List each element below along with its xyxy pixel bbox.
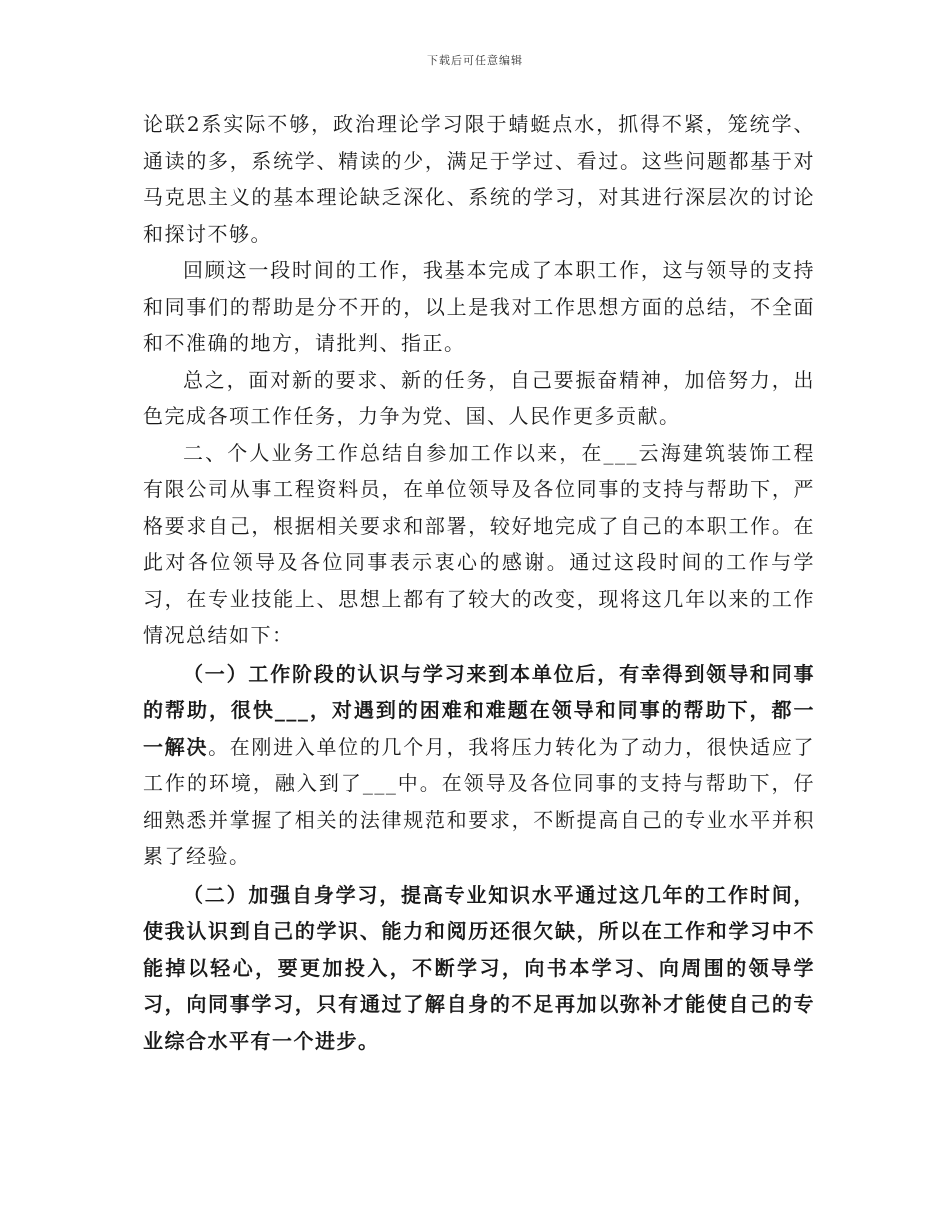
section-one-heading: （一）工作阶段的认识与学习来到本单位后，有幸得到领导和同事的帮助，很快___，对遇到的困难和难题在领导和同事的帮助下，都一一解决 — [143, 661, 815, 759]
paragraph-review: 回顾这一段时间的工作，我基本完成了本职工作，这与领导的支持和同事们的帮助是分不开的，以上是我对工作思想方面的总结，不全面和不准确的地方，请批判、指正。 — [143, 258, 815, 355]
paragraph-section-two: （二）加强自身学习，提高专业知识水平通过这几年的工作时间，使我认识到自己的学识、能力和阅历还很欠缺，所以在工作和学习中不能掉以轻心，要更加投入，不断学习，向书本学习、向周围的领导学习，向同事学习，只有通过了解自身的不足再加以弥补才能使自己的专业综合水平有一个进步。 — [143, 882, 815, 1053]
paragraph-theory-study: 论联2系实际不够，政治理论学习限于蜻蜓点水，抓得不紧，笼统学、通读的多，系统学、精读的少，满足于学过、看过。这些问题都基于对马克思主义的基本理论缺乏深化、系统的学习，对其进行深层次的讨论和探讨不够。 — [143, 112, 815, 246]
page-header: 下载后可任意编辑 — [427, 54, 523, 67]
paragraph-section-one — [143, 656, 815, 875]
paragraph-conclusion: 总之，面对新的要求、新的任务，自己要振奋精神，加倍努力，出色完成各项工作任务，力争为党、国、人民作更多贡献。 — [143, 367, 815, 428]
document-body — [143, 106, 815, 1059]
section-one-text: 。在刚进入单位的几个月，我将压力转化为了动力，很快适应了工作的环境，融入到了___中。在领导及各位同事的支持与帮助下，仔细熟悉并掌握了相关的法律规范和要求，不断提高自己的专业水平并积累了经验。 — [143, 734, 816, 868]
paragraph-business-summary: 二、个人业务工作总结自参加工作以来，在___云海建筑装饰工程有限公司从事工程资料员，在单位领导及各位同事的支持与帮助下，严格要求自己，根据相关要求和部署，较好地完成了自己的本职工作。在此对各位领导及各位同事表示衷心的感谢。通过这段时间的工作与学习，在专业技能上、思想上都有了较大的改变，现将这几年以来的工作情况总结如下： — [143, 440, 815, 647]
